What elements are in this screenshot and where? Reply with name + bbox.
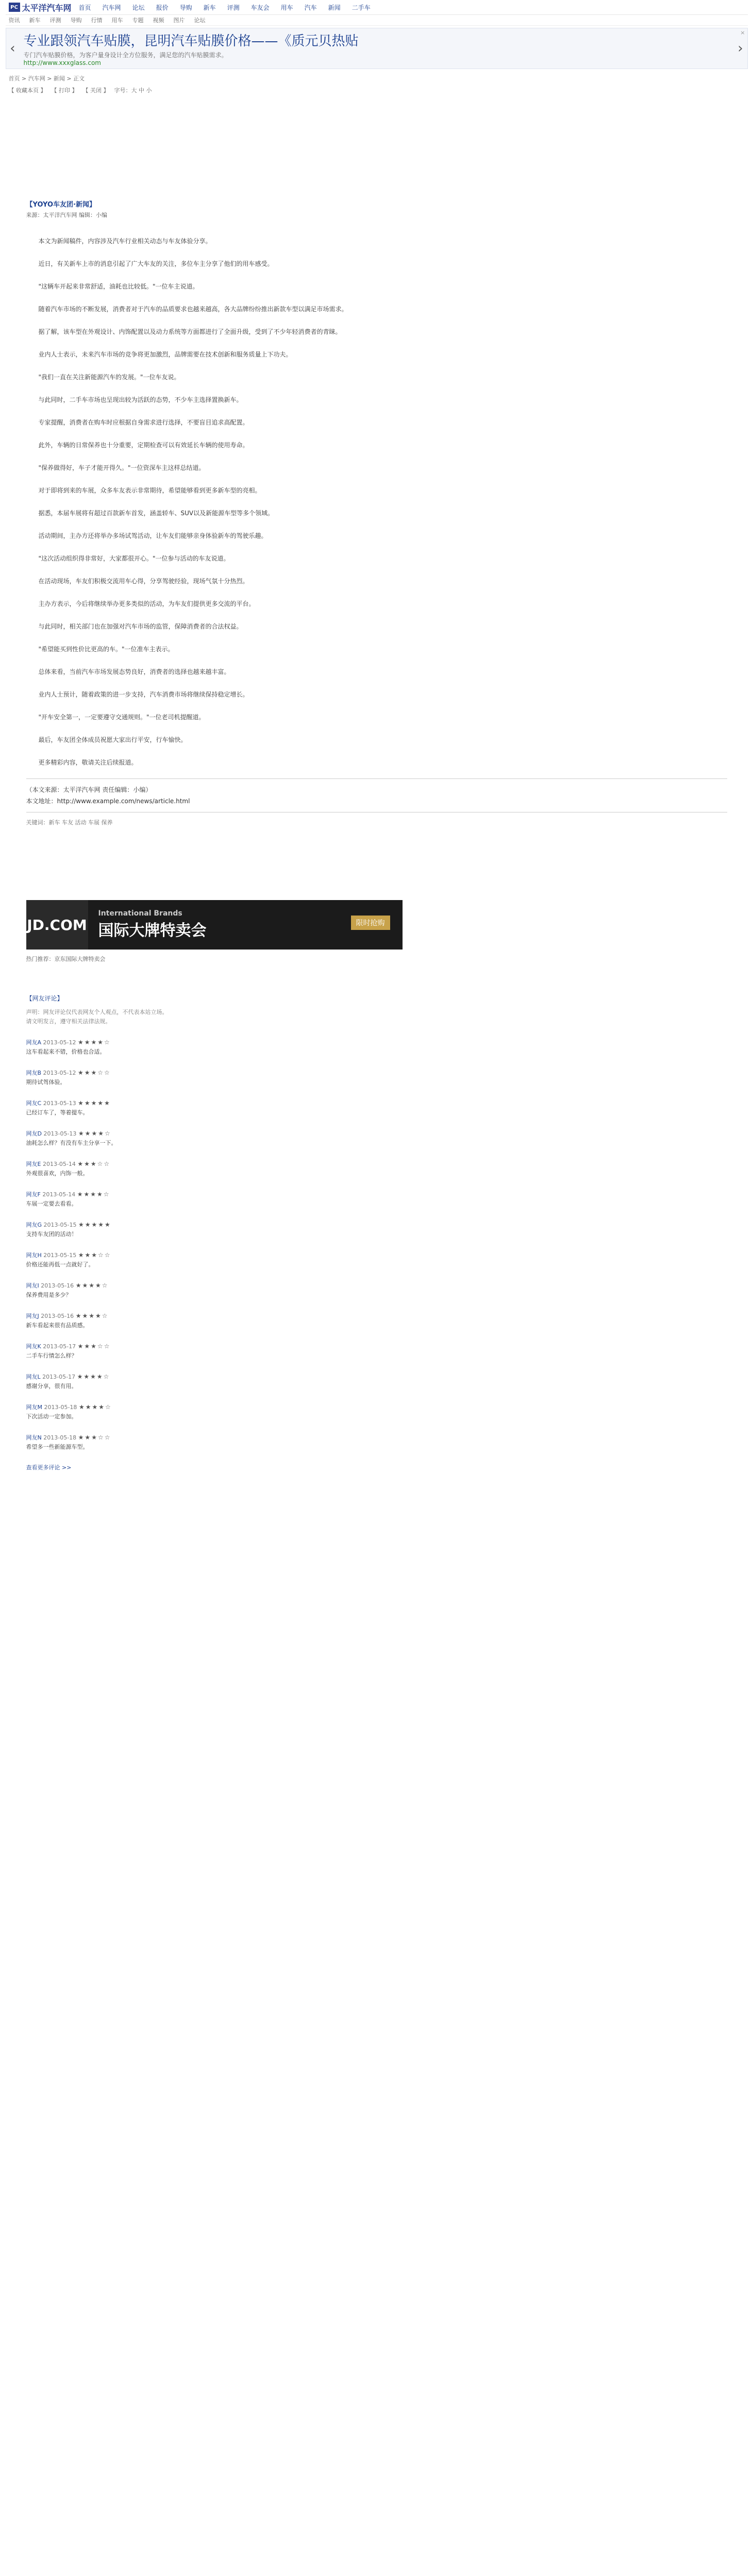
- article-paragraph: 近日，有关新车上市的消息引起了广大车友的关注，多位车主分享了他们的用车感受。: [38, 260, 274, 267]
- subnav-item[interactable]: 行情: [91, 17, 103, 24]
- nav-item[interactable]: 用车: [280, 4, 293, 11]
- comment-item: [26, 1220, 727, 1239]
- article-paragraph: 最后，车友团全体成员祝愿大家出行平安，行车愉快。: [38, 736, 187, 743]
- comment-user[interactable]: 网友B: [26, 1070, 42, 1076]
- article-paragraph: 与此同时，相关部门也在加强对汽车市场的监管，保障消费者的合法权益。: [38, 623, 243, 630]
- comment-text: 外观很喜欢，内饰一般。: [26, 1170, 89, 1177]
- comment-user[interactable]: 网友I: [26, 1282, 39, 1289]
- article-paragraph: 与此同时，二手车市场也呈现出较为活跃的态势，不少车主选择置换新车。: [38, 396, 243, 403]
- article-toolbar: [6, 84, 748, 96]
- comment-text: 已经订车了，等着提车。: [26, 1109, 89, 1116]
- comments-intro: 声明：网友评论仅代表网友个人观点，不代表本站立场。: [26, 1009, 168, 1015]
- comment-header: [26, 1129, 727, 1139]
- close-icon[interactable]: ×: [740, 29, 745, 36]
- comment-header: [26, 1190, 727, 1199]
- subnav-item[interactable]: 视频: [153, 17, 164, 24]
- article-paragraph: "这次活动组织得非常好，大家都很开心。"一位参与活动的车友说道。: [38, 555, 230, 562]
- rating-stars: ★★★★★: [78, 1221, 111, 1228]
- comment-time: 2013-05-12: [43, 1070, 76, 1076]
- comment-item: [26, 1281, 727, 1300]
- comment-text: 油耗怎么样？有没有车主分享一下。: [26, 1140, 117, 1146]
- nav-item[interactable]: 车友会: [250, 4, 270, 11]
- article-paragraph: 据悉，本届车展将有超过百款新车首发，涵盖轿车、SUV以及新能源车型等多个领域。: [38, 510, 274, 517]
- article-tags[interactable]: 关键词：新车 车友 活动 车展 保养: [26, 819, 113, 826]
- subnav-item[interactable]: 论坛: [194, 17, 206, 24]
- comment-user[interactable]: 网友N: [26, 1434, 42, 1441]
- rating-stars: ★★★★☆: [78, 1130, 111, 1137]
- comment-user[interactable]: 网友C: [26, 1100, 42, 1107]
- rating-stars: ★★★★☆: [77, 1191, 110, 1198]
- article: [6, 199, 748, 828]
- comment-time: 2013-05-12: [43, 1039, 76, 1046]
- comment-text: 希望多一些新能源车型。: [26, 1444, 89, 1450]
- subnav-item[interactable]: 新车: [29, 17, 41, 24]
- nav-item[interactable]: 评测: [227, 4, 240, 11]
- promo-banner[interactable]: [26, 900, 403, 950]
- nav-item[interactable]: 汽车网: [102, 4, 121, 11]
- comment-time: 2013-05-17: [42, 1374, 76, 1380]
- logo-text: 太平洋汽车网: [22, 3, 72, 13]
- nav-item[interactable]: 新闻: [328, 4, 341, 11]
- comment-header: [26, 1433, 727, 1443]
- article-paragraph: 更多精彩内容，敬请关注后续报道。: [38, 759, 138, 766]
- comment-time: 2013-05-13: [43, 1100, 76, 1107]
- subnav-item[interactable]: 资讯: [8, 17, 20, 24]
- comment-time: 2013-05-13: [43, 1130, 77, 1137]
- comment-text: 价格还能再低一点就好了。: [26, 1261, 94, 1268]
- article-link[interactable]: 本文地址：http://www.example.com/news/article.html: [26, 798, 190, 805]
- page: [6, 0, 748, 1471]
- comment-user[interactable]: 网友A: [26, 1039, 42, 1046]
- article-meta: 来源：太平洋汽车网 编辑：小编: [26, 212, 107, 218]
- comment-header: [26, 1098, 727, 1108]
- comment-user[interactable]: 网友H: [26, 1252, 42, 1259]
- comment-header: [26, 1068, 727, 1078]
- comment-item: [26, 1250, 727, 1269]
- comment-header: [26, 1220, 727, 1230]
- comments-section: [6, 994, 748, 1471]
- comment-time: 2013-05-14: [42, 1191, 76, 1198]
- article-paragraph: 专家提醒，消费者在购车时应根据自身需求进行选择，不要盲目追求高配置。: [38, 419, 249, 426]
- logo-mark: PC: [9, 3, 20, 12]
- subnav-item[interactable]: 专题: [132, 17, 144, 24]
- comment-header: [26, 1342, 727, 1351]
- article-paragraph: 业内人士表示，未来汽车市场的竞争将更加激烈，品牌需要在技术创新和服务质量上下功夫。: [38, 351, 292, 358]
- ad-url[interactable]: http://www.xxxglass.com: [23, 59, 101, 66]
- sub-nav: [6, 15, 748, 26]
- article-paragraph: 在活动现场，车友们积极交流用车心得，分享驾驶经验，现场气氛十分热烈。: [38, 578, 249, 585]
- comment-header: [26, 1402, 727, 1412]
- comment-item: [26, 1190, 727, 1209]
- nav-item[interactable]: 论坛: [132, 4, 145, 11]
- nav-item[interactable]: 首页: [78, 4, 91, 11]
- article-paragraph: 主办方表示，今后将继续举办更多类似的活动，为车友们提供更多交流的平台。: [38, 600, 255, 607]
- rating-stars: ★★★☆☆: [78, 1251, 111, 1259]
- comment-header: [26, 1250, 727, 1260]
- nav-item[interactable]: 新车: [203, 4, 216, 11]
- rating-stars: ★★★☆☆: [77, 1160, 111, 1167]
- bookmark-button[interactable]: 【 收藏本页 】: [8, 87, 46, 94]
- banner-text: [88, 909, 207, 940]
- article-paragraph: 对于即将到来的车展，众多车友表示非常期待，希望能够看到更多新车型的亮相。: [38, 487, 261, 494]
- comment-header: [26, 1159, 727, 1169]
- ad-description: 专门汽车贴膜价格，为客户量身设计全方位服务，满足您的汽车贴膜需求。: [23, 52, 228, 59]
- nav-item[interactable]: 导购: [179, 4, 192, 11]
- subnav-item[interactable]: 导购: [70, 17, 82, 24]
- rating-stars: ★★★☆☆: [77, 1343, 111, 1350]
- comment-time: 2013-05-15: [43, 1252, 77, 1259]
- comment-user[interactable]: 网友M: [26, 1404, 42, 1411]
- banner-subtitle: International Brands: [98, 909, 182, 918]
- rating-stars: ★★★★☆: [77, 1373, 110, 1380]
- comment-text: 支持车友团的活动！: [26, 1231, 77, 1238]
- font-size-control[interactable]: 字号：大 中 小: [114, 87, 152, 94]
- divider: [26, 778, 727, 779]
- article-paragraph: 此外，车辆的日常保养也十分重要，定期检查可以有效延长车辆的使用寿命。: [38, 442, 249, 449]
- more-comments-link[interactable]: 查看更多评论 >>: [26, 1464, 72, 1471]
- site-logo[interactable]: [9, 2, 72, 13]
- article-title: 【YOYO车友团·新闻】: [26, 201, 96, 209]
- banner-title: 国际大牌特卖会: [98, 922, 207, 940]
- comment-time: 2013-05-14: [42, 1161, 76, 1167]
- ad-banner[interactable]: [6, 28, 748, 69]
- rating-stars: ★★★★☆: [75, 1312, 109, 1319]
- close-button[interactable]: 【 关闭 】: [82, 87, 109, 94]
- comment-header: [26, 1281, 727, 1291]
- comment-list: [26, 1038, 727, 1452]
- comment-user[interactable]: 网友F: [26, 1191, 41, 1198]
- top-bar: [6, 0, 748, 15]
- comment-user[interactable]: 网友K: [26, 1343, 41, 1350]
- comment-text: 保养费用是多少？: [26, 1292, 72, 1298]
- comment-time: 2013-05-17: [43, 1343, 76, 1350]
- comment-user[interactable]: 网友L: [26, 1374, 41, 1380]
- comment-text: 车展一定要去看看。: [26, 1200, 77, 1207]
- comment-item: [26, 1402, 727, 1421]
- comments-header: 【网友评论】: [26, 995, 63, 1002]
- comment-item: [26, 1129, 727, 1148]
- comment-user[interactable]: 网友D: [26, 1130, 42, 1137]
- comment-text: 新车看起来很有品质感。: [26, 1322, 89, 1329]
- article-paragraph: 本文为新闻稿件，内容涉及汽车行业相关动态与车友体验分享。: [38, 238, 212, 245]
- rating-stars: ★★★★★: [78, 1099, 111, 1107]
- subnav-item[interactable]: 评测: [49, 17, 61, 24]
- comment-user[interactable]: 网友J: [26, 1313, 39, 1319]
- comment-time: 2013-05-15: [43, 1222, 77, 1228]
- comment-text: 这车看起来不错，价格也合适。: [26, 1048, 106, 1055]
- comments-intro: 请文明发言，遵守相关法律法规。: [26, 1018, 111, 1025]
- article-paragraph: "开车安全第一，一定要遵守交通规则。"一位老司机提醒道。: [38, 714, 205, 721]
- breadcrumb[interactable]: 首页 > 汽车网 > 新闻 > 正文: [8, 75, 85, 82]
- banner-logo: JD.COM: [26, 900, 88, 950]
- chevron-right-icon[interactable]: ›: [738, 41, 743, 56]
- article-paragraph: 总体来看，当前汽车市场发展态势良好，消费者的选择也越来越丰富。: [38, 668, 230, 675]
- chevron-left-icon[interactable]: ‹: [10, 41, 15, 56]
- comment-item: [26, 1068, 727, 1087]
- comment-time: 2013-05-18: [43, 1434, 77, 1441]
- article-paragraph: "我们一直在关注新能源汽车的发展。"一位车友说。: [38, 374, 180, 381]
- article-paragraph: "希望能买到性价比更高的车。"一位准车主表示。: [38, 646, 174, 653]
- comment-time: 2013-05-18: [44, 1404, 77, 1411]
- rating-stars: ★★★★☆: [75, 1282, 109, 1289]
- print-button[interactable]: 【 打印 】: [51, 87, 78, 94]
- comment-user[interactable]: 网友G: [26, 1222, 42, 1228]
- nav-item[interactable]: 二手车: [352, 4, 371, 11]
- subnav-item[interactable]: 用车: [111, 17, 123, 24]
- article-paragraph: 随着汽车市场的不断发展，消费者对于汽车的品质要求也越来越高，各大品牌纷纷推出新款车型以满足市场需求。: [38, 306, 348, 313]
- article-paragraph: 业内人士预计，随着政策的进一步支持，汽车消费市场将继续保持稳定增长。: [38, 691, 249, 698]
- article-source: （本文来源：太平洋汽车网 责任编辑：小编）: [26, 786, 152, 793]
- ad-body: [20, 30, 734, 66]
- comment-item: [26, 1372, 727, 1391]
- ad-title[interactable]: 专业跟领汽车贴膜，昆明汽车贴膜价格——《质元贝热贴: [23, 33, 359, 49]
- comment-text: 下次活动一定参加。: [26, 1413, 77, 1420]
- comment-item: [26, 1098, 727, 1117]
- nav-item[interactable]: 汽车: [304, 4, 317, 11]
- banner-caption[interactable]: 热门推荐：京东国际大牌特卖会: [26, 956, 106, 962]
- comment-time: 2013-05-16: [41, 1282, 74, 1289]
- comment-text: 感谢分享，很有用。: [26, 1383, 77, 1389]
- comment-item: [26, 1342, 727, 1361]
- article-paragraph: 据了解，该车型在外观设计、内饰配置以及动力系统等方面都进行了全面升级，受到了不少年轻消费者的青睐。: [38, 328, 342, 335]
- banner-badge[interactable]: 限时抢购: [351, 916, 390, 930]
- comment-text: 二手车行情怎么样？: [26, 1352, 77, 1359]
- nav-item[interactable]: 报价: [156, 4, 169, 11]
- rating-stars: ★★★☆☆: [78, 1434, 111, 1441]
- comment-item: [26, 1159, 727, 1178]
- article-paragraph: 活动期间，主办方还将举办多场试驾活动，让车友们能够亲身体验新车的驾驶乐趣。: [38, 532, 267, 539]
- subnav-item[interactable]: 图片: [173, 17, 185, 24]
- article-paragraph: "这辆车开起来非常舒适，油耗也比较低。"一位车主说道。: [38, 283, 199, 290]
- comment-user[interactable]: 网友E: [26, 1161, 41, 1167]
- comment-text: 期待试驾体验。: [26, 1079, 66, 1086]
- main-nav: [79, 3, 371, 12]
- comment-header: [26, 1038, 727, 1047]
- comment-item: [26, 1433, 727, 1452]
- comment-time: 2013-05-16: [41, 1313, 74, 1319]
- comment-header: [26, 1311, 727, 1321]
- comment-header: [26, 1372, 727, 1382]
- article-paragraph: "保养做得好，车子才能开得久。"一位资深车主这样总结道。: [38, 464, 205, 471]
- article-body: [26, 234, 727, 769]
- rating-stars: ★★★☆☆: [77, 1069, 111, 1076]
- rating-stars: ★★★★☆: [77, 1039, 111, 1046]
- comment-item: [26, 1038, 727, 1057]
- comment-item: [26, 1311, 727, 1330]
- rating-stars: ★★★★☆: [78, 1403, 112, 1411]
